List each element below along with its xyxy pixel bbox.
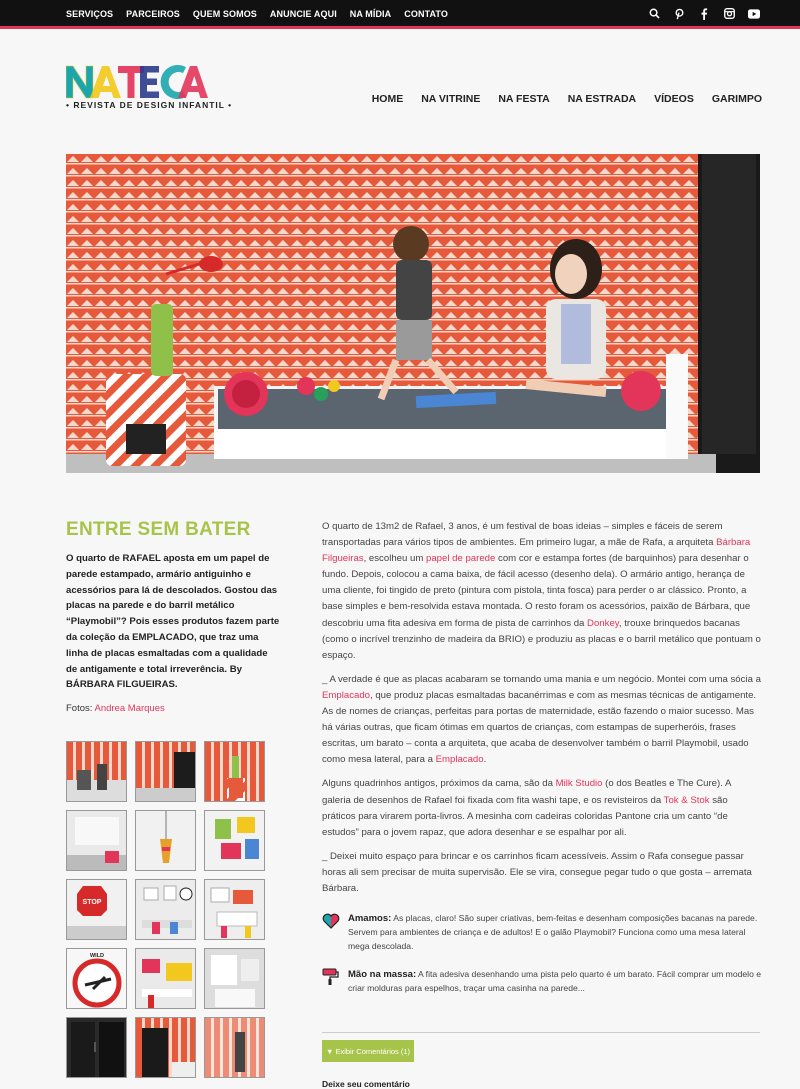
social-icons (648, 0, 760, 27)
photographer-link[interactable]: Andrea Marques (94, 703, 165, 714)
text-run: _ A verdade é que as placas acabaram se tornando uma mania e um negócio. Montei com uma sócia a (322, 673, 761, 685)
love-label: Amamos: (348, 913, 392, 924)
pinterest-icon[interactable] (673, 8, 685, 20)
gallery-thumb[interactable] (135, 1017, 196, 1078)
nav-na-estrada[interactable]: NA ESTRADA (567, 93, 637, 105)
divider (322, 1032, 760, 1033)
gallery-thumb[interactable] (66, 879, 127, 940)
gallery-thumb[interactable] (135, 741, 196, 802)
top-link-na-midia[interactable]: NA MÍDIA (349, 8, 392, 19)
text-run: (o dos Beatles e The Cure). A galeria de desenhos de Rafael foi fixada com fita washi tape, e os revisteiros da (322, 778, 731, 806)
show-comments-button[interactable]: ▼ Exibir Comentários (1) (322, 1040, 414, 1062)
reply-heading: Deixe seu comentário (322, 1079, 410, 1089)
post-paragraph (322, 776, 762, 840)
text-run: são práticos para virarem porta-livros. A mesinha com cadeiras coloridas Pantone cria um canto “de estudos” para o jovem rapaz, que adora desenhar e se espalhar por ali. (322, 794, 728, 838)
link-emplacado-2[interactable]: Emplacado (435, 754, 484, 766)
nav-home[interactable]: HOME (371, 93, 404, 105)
text-run: , trouxe brinquedos bacanas (como o incrível trenzinho de madeira da BRIO) e produziu as placas e o barril metálico que pontuam o espaço. (322, 617, 761, 661)
gallery-thumb[interactable] (66, 810, 127, 871)
top-link-parceiros[interactable]: PARCEIROS (126, 8, 180, 19)
link-donkey[interactable]: Donkey (587, 617, 619, 629)
top-link-anuncie[interactable]: ANUNCIE AQUI (269, 8, 337, 19)
top-bar (0, 0, 800, 29)
link-tok-stok[interactable]: Tok & Stok (663, 794, 710, 806)
gallery-thumb[interactable] (135, 879, 196, 940)
gallery-thumb[interactable] (66, 741, 127, 802)
love-text: As placas, claro! São super criativas, bem-feitas e desenham composições bacanas na parede. Servem para ambientes de criança e de adultos! E o galão Playmobil? Funciona como uma mesa lateral mega descolada. (348, 913, 758, 951)
gallery-thumb[interactable] (135, 948, 196, 1009)
nav-videos[interactable]: VÍDEOS (654, 93, 694, 105)
link-emplacado[interactable]: Emplacado (322, 689, 370, 701)
text-run: , que produz placas esmaltadas bacanérrimas e com as mesmas técnicas de antigamente. As de nomes de crianças, perfeitas para portas de maternidade, estão fazendo o maior sucesso. Mas há várias outras, que ficam ótimas em quartos de crianças, com estampas de superheróis, frases escritas, um barato – conta a arquiteta, que acaba de desenvolver também o barril Playmobil, usado como mesa lateral, para a (322, 689, 757, 766)
logo-graphic (66, 62, 208, 102)
photo-credit-label: Fotos: (66, 703, 95, 714)
gallery-thumb[interactable] (204, 948, 265, 1009)
text-run: com cor e estampa fortes (de barquinhos) para desenhar o fundo. Depois, colocou a cama baixa, de fácil acesso (desenho dela). O armário antigo, herança de uma cliente, foi tingido de preto (pintura com pistola, tinta fosca) para perder o ar clássico. Pronto, a base simples e bem-resolvida estava montada. O resto foram os acessórios, paixão de Bárbara, que descobriu uma fita adesiva em forma de pista de carrinhos da (322, 553, 751, 629)
post-lead: O quarto de RAFAEL aposta em um papel de parede estampado, armário antiguinho e acessórios para lá de descolados. Gostou das placas na parede e do barril metálico “Playmobil”? Pois esses produtos fazem parte da coleção da EMPLACADO, que traz uma linha de placas esmaltadas com a qualidade de antigamente e total irreverência. By BÁRBARA FILGUEIRAS. (66, 553, 280, 691)
love-note (322, 912, 762, 953)
post-paragraph: _ Deixei muito espaço para brincar e os carrinhos ficam acessíveis. Assim o Rafa consegue passar horas ali sem precisar de muita supervisão. Ele se vira, consegue pegar tudo o que gosta – arremata Bárbara. (322, 850, 752, 894)
diy-label: Mão na massa: (348, 969, 417, 980)
top-link-quem-somos[interactable]: QUEM SOMOS (192, 8, 257, 19)
gallery-thumb[interactable] (204, 1017, 265, 1078)
thumb-wild-text: WILD (89, 953, 105, 959)
nav-na-festa[interactable]: NA FESTA (498, 93, 550, 105)
diy-text: A fita adesiva desenhando uma pista pelo quarto é um barato. Fácil comprar um modelo e criar molduras para espelhos, traçar uma casinha na parede... (348, 969, 762, 993)
link-barbara-filgueiras[interactable]: Bárbara Filgueiras (322, 537, 751, 565)
gallery-thumb[interactable] (66, 1017, 127, 1078)
text-run: Alguns quadrinhos antigos, próximos da cama, são da (322, 778, 556, 790)
top-link-servicos[interactable]: SERVIÇOS (66, 8, 114, 19)
photo-credit (66, 703, 165, 714)
instagram-icon[interactable] (723, 8, 735, 20)
photo-gallery (66, 741, 267, 1078)
youtube-icon[interactable] (748, 8, 760, 20)
post-title: ENTRE SEM BATER (66, 519, 251, 540)
paint-roller-icon (322, 968, 340, 986)
gallery-thumb[interactable] (135, 810, 196, 871)
thumb-stop-text: STOP (82, 899, 102, 906)
top-link-contato[interactable]: CONTATO (404, 8, 448, 19)
hero-image (66, 154, 760, 473)
text-run: O quarto de 13m2 de Rafael, 3 anos, é um festival de boas ideias – simples e fáceis de serem transportadas para vários tipos de ambientes. Em primeiro lugar, a mãe de Rafa, a arquiteta (322, 521, 723, 549)
gallery-thumb[interactable] (66, 948, 127, 1009)
text-run: , escolheu um (363, 553, 426, 565)
text-run: . (483, 754, 487, 766)
nav-na-vitrine[interactable]: NA VITRINE (421, 93, 481, 105)
post-paragraph (322, 672, 762, 769)
nav-garimpo[interactable]: GARIMPO (711, 93, 762, 105)
link-milk-studio[interactable]: Milk Studio (555, 778, 603, 790)
gallery-thumb[interactable] (204, 879, 265, 940)
search-icon[interactable] (648, 8, 660, 20)
post-body (322, 519, 762, 905)
gallery-thumb[interactable] (204, 810, 265, 871)
post-paragraph (322, 519, 762, 664)
diy-note (322, 968, 762, 996)
heart-icon (322, 912, 340, 930)
gallery-thumb[interactable] (204, 741, 265, 802)
logo-tagline: • REVISTA DE DESIGN INFANTIL • (66, 100, 233, 110)
facebook-icon[interactable] (698, 8, 710, 20)
main-nav (372, 93, 762, 105)
link-papel-de-parede[interactable]: papel de parede (426, 553, 496, 565)
top-nav (66, 0, 448, 27)
